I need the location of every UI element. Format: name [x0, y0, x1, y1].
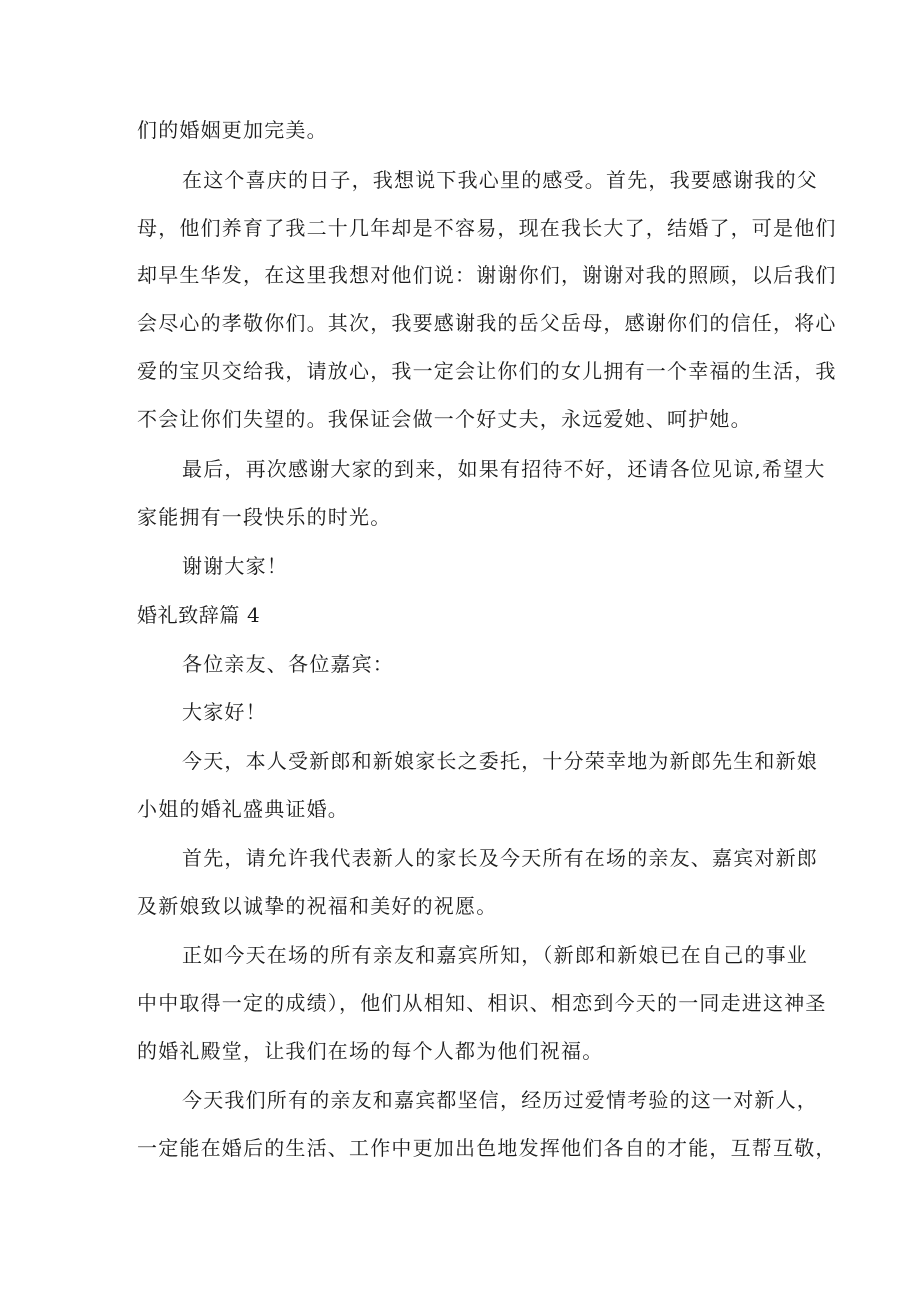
text-line: 在这个喜庆的日子，我想说下我心里的感受。首先，我要感谢我的父	[182, 168, 818, 192]
text-line: 却早生华发，在这里我想对他们说：谢谢你们，谢谢对我的照顾，以后我们	[137, 263, 837, 287]
text-line: 今天，本人受新郎和新娘家长之委托，十分荣幸地为新郎先生和新娘	[182, 749, 818, 773]
text-line: 中中取得一定的成绩），他们从相知、相识、相恋到今天的一同走进这神圣	[137, 991, 827, 1015]
text-line: 大家好！	[182, 700, 267, 724]
text-line: 的婚礼殿堂，让我们在场的每个人都为他们祝福。	[137, 1039, 604, 1063]
text-line: 们的婚姻更加完美。	[137, 118, 328, 142]
text-line: 正如今天在场的所有亲友和嘉宾所知，（新郎和新娘已在自己的事业	[182, 943, 808, 967]
text-line: 今天我们所有的亲友和嘉宾都坚信，经历过爱情考验的这一对新人，	[182, 1088, 818, 1112]
text-line: 爱的宝贝交给我，请放心，我一定会让你们的女儿拥有一个幸福的生活，我	[137, 359, 837, 383]
text-line: 家能拥有一段快乐的时光。	[137, 505, 392, 529]
text-line: 母，他们养育了我二十几年却是不容易，现在我长大了，结婚了，可是他们	[137, 216, 837, 240]
text-line: 一定能在婚后的生活、工作中更加出色地发挥他们各自的才能，互帮互敬，	[137, 1136, 837, 1160]
text-line: 各位亲友、各位嘉宾：	[182, 652, 394, 676]
text-line: 不会让你们失望的。我保证会做一个好丈夫，永远爱她、呵护她。	[137, 407, 752, 431]
text-line: 谢谢大家！	[182, 554, 288, 578]
text-line: 首先，请允许我代表新人的家长及今天所有在场的亲友、嘉宾对新郎	[182, 846, 818, 870]
text-line: 会尽心的孝敬你们。其次，我要感谢我的岳父岳母，感谢你们的信任，将心	[137, 311, 837, 335]
text-line: 小姐的婚礼盛典证婚。	[137, 797, 349, 821]
section-heading: 婚礼致辞篇 4	[137, 603, 261, 627]
text-line: 最后，再次感谢大家的到来，如果有招待不好，还请各位见谅,希望大	[182, 457, 826, 481]
text-line: 及新娘致以诚挚的祝福和美好的祝愿。	[137, 894, 498, 918]
